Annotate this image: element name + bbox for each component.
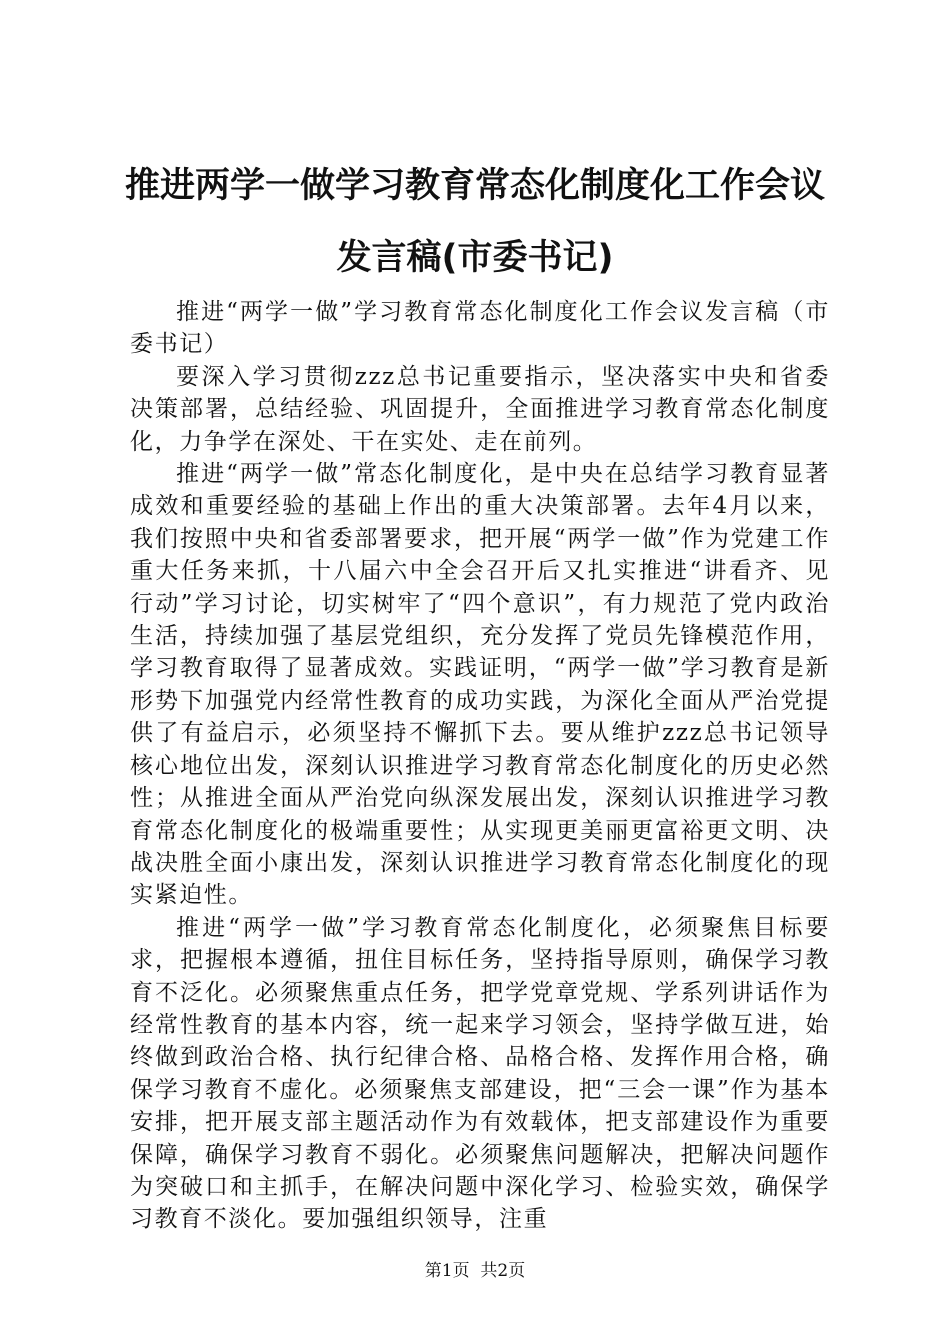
document-title: [110, 150, 840, 294]
page-number: 第1页 共2页: [424, 1261, 526, 1281]
document-body: [130, 296, 830, 1236]
paragraph-3: 推进“两学一做”学习教育常态化制度化，必须聚焦目标要求，把握根本遵循，扭住目标任务，坚持指导原则，确保学习教育不泛化。必须聚焦重点任务，把学党章党规、学系列讲话作为经常性教育的基本内容，统一起来学习领会，坚持学做互进，始终做到政治合格、执行纪律合格、品格合格、发挥作用合格，确保学习教育不虚化。必须聚焦支部建设，把“三会一课”作为基本安排，把开展支部主题活动作为有效载体，把支部建设作为重要保障，确保学习教育不弱化。必须聚焦问题解决，把解决问题作为突破口和主抓手，在解决问题中深化学习、检验实效，确保学习教育不淡化。要加强组织领导，注重: [130, 914, 830, 1233]
paragraph-2: 推进“两学一做”常态化制度化，是中央在总结学习教育显著成效和重要经验的基础上作出的重大决策部署。去年4月以来，我们按照中央和省委部署要求，把开展“两学一做”作为党建工作重大任务来抓，十八届六中全会召开后又扎实推进“讲看齐、见行动”学习讨论，切实树牢了“四个意识”，有力规范了党内政治生活，持续加强了基层党组织，充分发挥了党员先锋模范作用，学习教育取得了显著成效。实践证明，“两学一做”学习教育是新形势下加强党内经常性教育的成功实践，为深化全面从严治党提供了有益启示，必须坚持不懈抓下去。要从维护zzz总书记领导核心地位出发，深刻认识推进学习教育常态化制度化的历史必然性；从推进全面从严治党向纵深发展出发，深刻认识推进学习教育常态化制度化的极端重要性；从实现更美丽更富裕更文明、决战决胜全面小康出发，深刻认识推进学习教育常态化制度化的现实紧迫性。: [130, 461, 830, 909]
paragraph-subtitle: 推进“两学一做”学习教育常态化制度化工作会议发言稿（市委书记）: [130, 299, 830, 358]
title-line-2: 发言稿(市委书记): [336, 238, 614, 278]
title-line-1: 推进两学一做学习教育常态化制度化工作会议: [124, 166, 825, 206]
page-footer: [0, 1256, 950, 1281]
paragraph-1: 要深入学习贯彻zzz总书记重要指示，坚决落实中央和省委决策部署，总结经验、巩固提升，全面推进学习教育常态化制度化，力争学在深处、干在实处、走在前列。: [130, 363, 830, 455]
